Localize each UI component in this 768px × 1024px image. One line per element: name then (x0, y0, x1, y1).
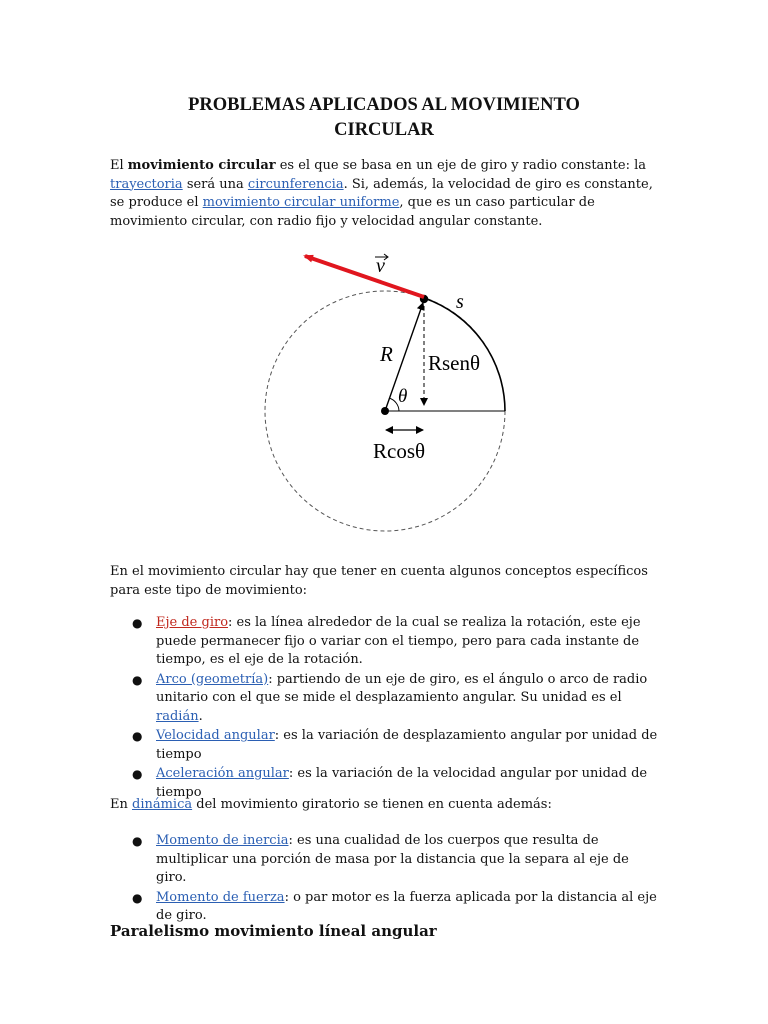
intro-text-2: es el que se basa en un eje de giro y radio constante: la (275, 158, 647, 173)
dynamics-intro-paragraph (110, 796, 660, 815)
center-point (381, 407, 389, 415)
title-line-2: CIRCULAR (334, 120, 434, 140)
bullet-icon: ● (132, 616, 143, 630)
intro-paragraph (110, 157, 660, 231)
bullet-icon: ● (132, 729, 143, 743)
intro-text-4: . Si, además, la velocidad de giro es constante, se produce el (110, 176, 653, 210)
list-item (110, 727, 660, 764)
link-dinamica[interactable]: dinámica (132, 797, 193, 812)
velocity-vector (305, 256, 424, 297)
link-aceleracion-angular[interactable]: Aceleración angular (156, 766, 289, 781)
dynamics-list (110, 832, 660, 927)
list-item (110, 671, 660, 727)
intro-text-1: El (110, 158, 128, 173)
dynamics-text-2: del movimiento giratorio se tienen en cuenta además: (192, 797, 552, 812)
concept-text-end: . (198, 708, 203, 724)
label-rcos: Rcosθ (373, 439, 426, 463)
concept-text: : partiendo de un eje de giro, es el ángulo o arco de radio unitario con el que se mide el desplazamiento angular. Su unidad es el (156, 671, 648, 705)
label-r: R (380, 342, 393, 366)
concept-text: : es la variación de desplazamiento angular por unidad de tiempo (156, 728, 658, 762)
link-circunferencia[interactable]: circunferencia (247, 176, 344, 192)
link-momento-de-fuerza[interactable]: Momento de fuerza (156, 889, 285, 905)
bullet-icon: ● (132, 672, 143, 687)
label-s: s (456, 291, 464, 313)
concept-text: : es la variación de la velocidad angular por unidad de tiempo (156, 766, 648, 800)
list-item (110, 614, 660, 670)
concept-text: : es la línea alrededor de la cual se realiza la rotación, este eje puede permanecer fijo o variar con el tiempo, pero para cada instante de tiempo, es el eje de la rotación. (156, 615, 641, 667)
intro-text-5: , que es un caso particular de movimiento circular, con radio fijo y velocidad angular constante. (110, 195, 595, 229)
section-subheading: Paralelismo movimiento líneal angular (110, 922, 437, 940)
link-eje-de-giro[interactable]: Eje de giro (156, 615, 229, 630)
link-momento-de-inercia[interactable]: Momento de inercia (156, 833, 289, 848)
circular-motion-diagram (255, 245, 515, 540)
link-trayectoria[interactable]: trayectoria (110, 176, 183, 192)
intro-bold-term: movimiento circular (127, 158, 276, 173)
intro-text-3: será una (182, 176, 248, 192)
list-item (110, 889, 660, 926)
dynamics-text-1: En (110, 797, 132, 812)
bullet-icon: ● (132, 890, 143, 905)
list-item (110, 832, 660, 888)
link-velocidad-angular[interactable]: Velocidad angular (156, 728, 275, 743)
label-v: v (376, 255, 385, 277)
link-arco-geometria[interactable]: Arco (geometría) (156, 671, 269, 687)
link-movimiento-circular-uniforme[interactable]: movimiento circular uniforme (202, 195, 400, 210)
page-title (110, 93, 658, 143)
label-theta: θ (398, 386, 408, 407)
bullet-icon: ● (132, 834, 143, 848)
dynamics-text: : es una cualidad de los cuerpos que resulta de multiplicar una porción de masa por la distancia que la separa al eje de giro. (156, 833, 629, 885)
link-radian[interactable]: radián (156, 708, 199, 724)
bullet-icon: ● (132, 767, 143, 781)
dynamics-text: : o par motor es la fuerza aplicada por la distancia al eje de giro. (156, 889, 657, 923)
label-rsen: Rsenθ (428, 351, 481, 375)
concepts-intro-paragraph: En el movimiento circular hay que tener en cuenta algunos conceptos específicos para este tipo de movimiento: (110, 564, 648, 598)
concepts-list (110, 614, 660, 803)
title-line-1: PROBLEMAS APLICADOS AL MOVIMIENTO (188, 95, 580, 115)
